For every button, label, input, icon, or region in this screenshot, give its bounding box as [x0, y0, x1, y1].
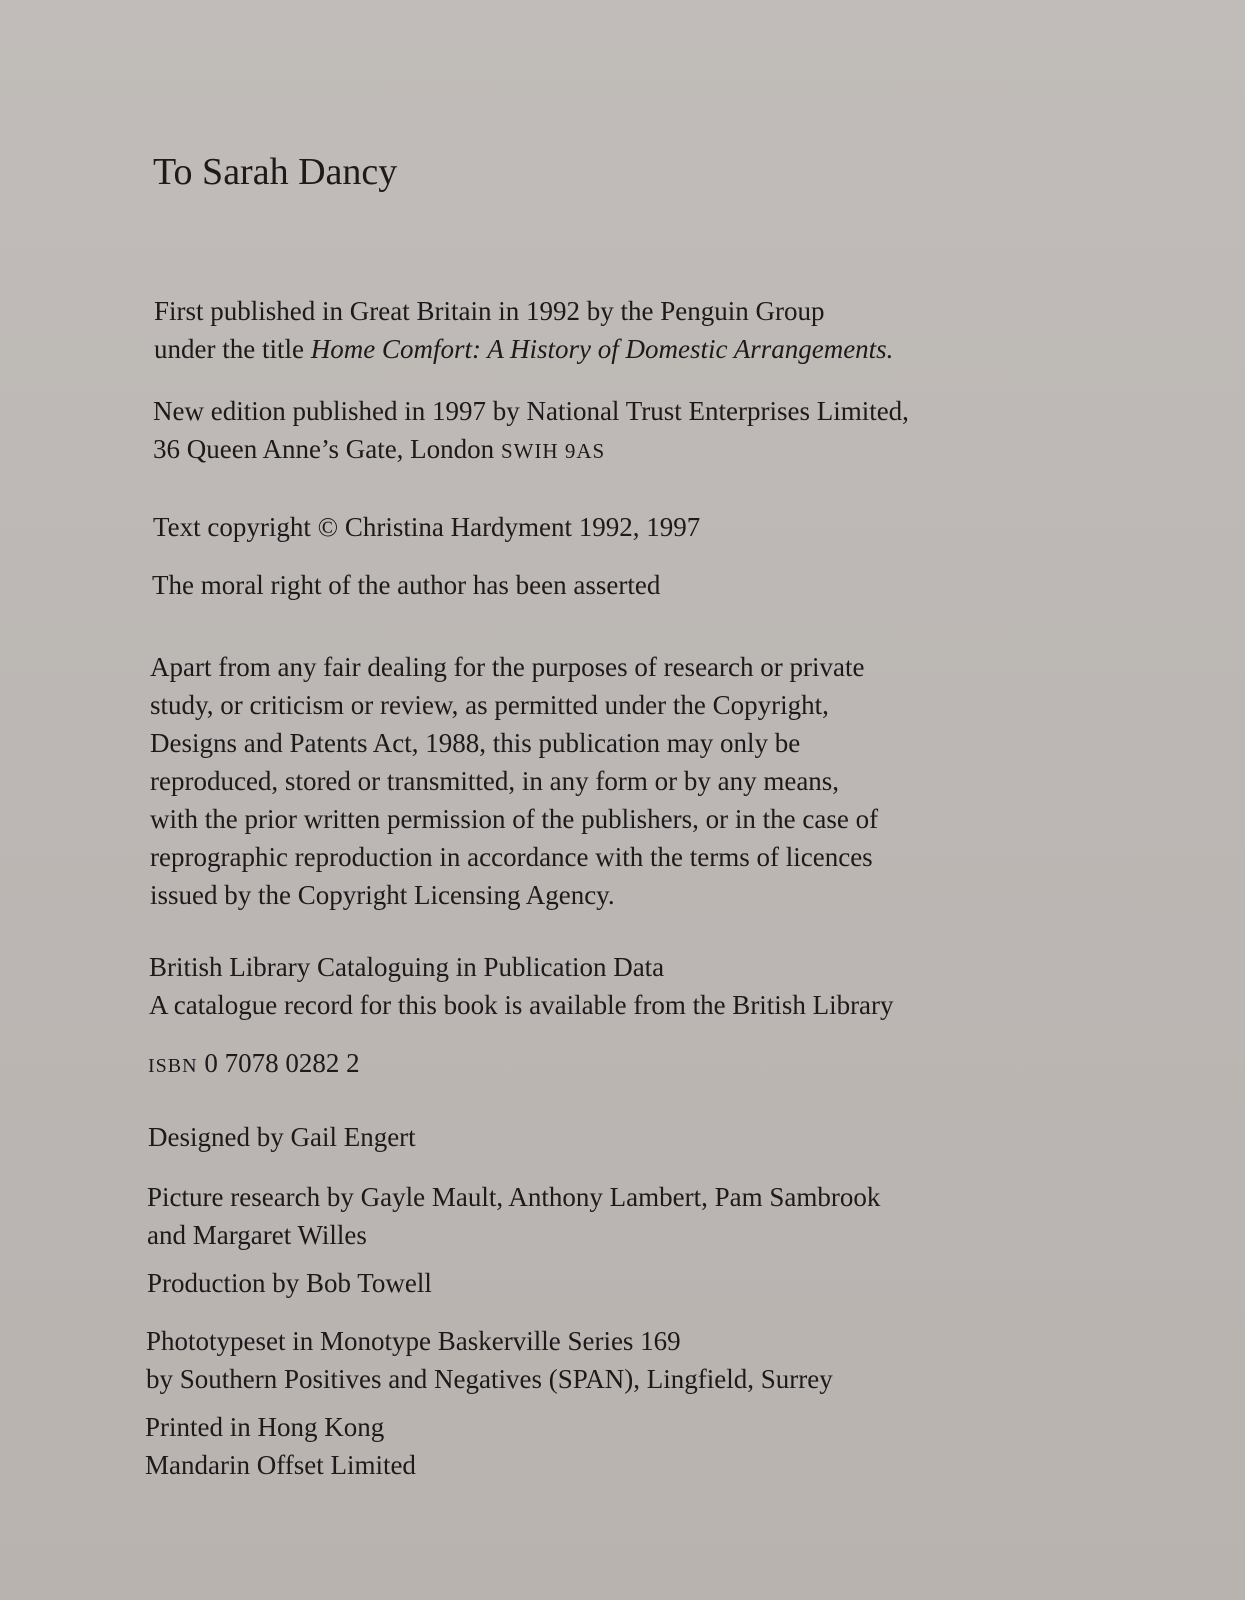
printed-line-1: Printed in Hong Kong	[145, 1412, 385, 1442]
picture-research-line-1: Picture research by Gayle Mault, Anthony Lambert, Pam Sambrook	[147, 1182, 881, 1212]
new-edition-line-1: New edition published in 1997 by National Trust Enterprises Limited,	[153, 396, 909, 426]
first-published-block	[154, 292, 893, 368]
picture-research-line-2: and Margaret Willes	[147, 1220, 367, 1250]
production-credit	[147, 1264, 432, 1302]
designed-by-text: Designed by Gail Engert	[148, 1122, 416, 1152]
production-text: Production by Bob Towell	[147, 1268, 432, 1298]
copyright-text: Text copyright © Christina Hardyment 1992, 1997	[153, 512, 701, 542]
isbn-label: ISBN	[148, 1055, 198, 1077]
fair-dealing-block	[150, 648, 878, 914]
original-book-title: Home Comfort: A History of Domestic Arrangements.	[310, 334, 894, 364]
picture-research-block	[147, 1178, 880, 1254]
cip-line-1: British Library Cataloguing in Publication Data	[149, 952, 665, 982]
fair-dealing-line: with the prior written permission of the publishers, or in the case of	[150, 804, 879, 834]
publisher-address: 36 Queen Anne’s Gate, London	[153, 434, 501, 464]
first-published-line-2	[154, 330, 893, 368]
fair-dealing-line: Apart from any fair dealing for the purposes of research or private	[150, 652, 865, 682]
dedication-text: To Sarah Dancy	[153, 151, 398, 193]
new-edition-block	[153, 392, 909, 470]
fair-dealing-line: study, or criticism or review, as permitted under the Copyright,	[150, 690, 829, 720]
printed-block	[145, 1408, 416, 1484]
postcode: SWIH 9AS	[500, 439, 606, 463]
printed-line-2: Mandarin Offset Limited	[145, 1450, 416, 1480]
copyright-notice	[153, 508, 700, 546]
phototypeset-line-1: Phototypeset in Monotype Baskerville Series 169	[146, 1326, 681, 1356]
first-published-line-1: First published in Great Britain in 1992 by the Penguin Group	[154, 296, 825, 326]
dedication	[153, 148, 397, 196]
fair-dealing-line: reproduced, stored or transmitted, in any form or by any means,	[150, 766, 840, 796]
phototypeset-block	[146, 1322, 833, 1398]
new-edition-line-2	[153, 430, 909, 470]
cip-line-2: A catalogue record for this book is available from the British Library	[149, 990, 894, 1020]
isbn-block	[148, 1044, 360, 1085]
moral-right-notice	[152, 566, 660, 604]
fair-dealing-line: Designs and Patents Act, 1988, this publication may only be	[150, 728, 801, 758]
designed-by	[148, 1118, 416, 1156]
fair-dealing-line: reprographic reproduction in accordance with the terms of licences	[150, 842, 873, 872]
isbn-line	[148, 1044, 360, 1085]
fair-dealing-line: issued by the Copyright Licensing Agency.	[150, 880, 615, 910]
phototypeset-line-2: by Southern Positives and Negatives (SPAN), Lingfield, Surrey	[146, 1364, 833, 1394]
isbn-number: 0 7078 0282 2	[204, 1048, 360, 1078]
cip-block	[149, 948, 894, 1024]
moral-right-text: The moral right of the author has been asserted	[152, 570, 661, 600]
first-published-prefix: under the title	[154, 334, 311, 364]
